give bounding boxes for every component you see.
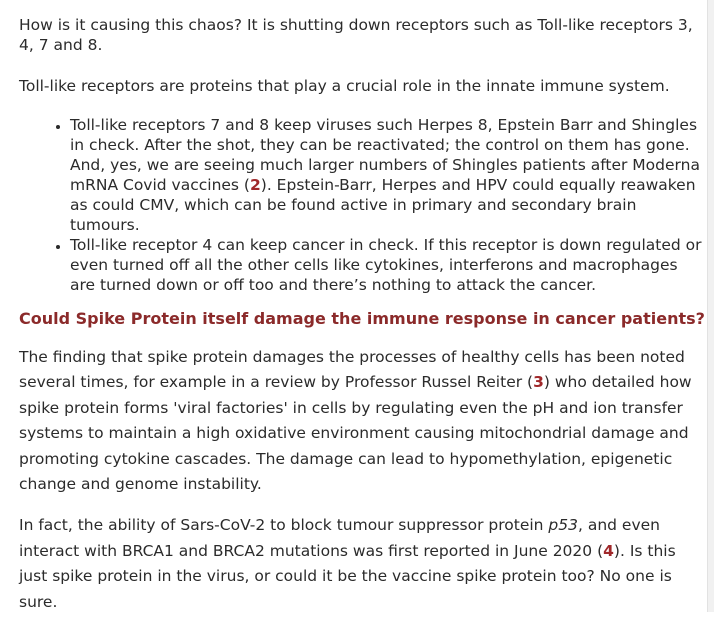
section-heading: Could Spike Protein itself damage the immune response in cancer patients? — [19, 309, 705, 328]
toll-like-bullet-list — [19, 115, 705, 295]
list-item-receptors-7-8 — [70, 115, 705, 235]
paragraph-text-start: The finding that spike protein damages the processes of healthy cells has been noted several times, for example in a review by Professor Russel Reiter ( — [19, 348, 685, 392]
reference-link-3[interactable]: 3 — [533, 373, 544, 392]
sars-cov-2-paragraph — [19, 513, 705, 615]
spike-protein-paragraph — [19, 345, 705, 497]
intro-paragraph: How is it causing this chaos? It is shutting down receptors such as Toll-like receptors 3, 4, 7 and 8. — [19, 16, 693, 54]
toll-like-definition-paragraph: Toll-like receptors are proteins that play a crucial role in the innate immune system. — [19, 77, 670, 95]
paragraph-text-middle: , and even interact with BRCA1 and BRCA2 mutations was first reported in June 2020 ( — [19, 516, 660, 560]
reference-link-4[interactable]: 4 — [603, 541, 614, 560]
paragraph-text-end: ). Is this just spike protein in the virus, or could it be the vaccine spike protein too? No one is sure. — [19, 541, 676, 611]
paragraph-text-start: In fact, the ability of Sars-CoV-2 to block tumour suppressor protein — [19, 516, 549, 535]
scrollbar-track[interactable] — [707, 0, 714, 612]
reference-link-2[interactable]: 2 — [249, 176, 261, 194]
list-item-text-end: ). Epstein-Barr, Herpes and HPV could equally reawaken as could CMV, which can be found active in primary and secondary brain tumours. — [70, 176, 696, 234]
list-item-text-start: Toll-like receptors 7 and 8 keep viruses such Herpes 8, Epstein Barr and Shingles in check. After the shot, they can be reactivated; the control on them has gone. And, yes, we are seeing much larger numbers of Shingles patients after Moderna mRNA Covid vaccines ( — [70, 116, 700, 194]
paragraph-text-end: ) who detailed how spike protein forms 'viral factories' in cells by regulating even the pH and ion transfer systems to maintain a high oxidative environment causing mitochondrial damage and promoting cytokine cascades. The damage can lead to hypomethylation, epigenetic change and genome instability. — [19, 373, 692, 494]
article-body — [19, 15, 705, 631]
p53-italic-term: p53 — [548, 516, 578, 535]
list-item-receptor-4: • Toll-like receptor 4 can keep cancer in check. If this receptor is down regulated or even turned off all the other cells like cytokines, interferons and macrophages are turned down or off too and there’s nothing to attack the cancer. — [70, 235, 705, 295]
